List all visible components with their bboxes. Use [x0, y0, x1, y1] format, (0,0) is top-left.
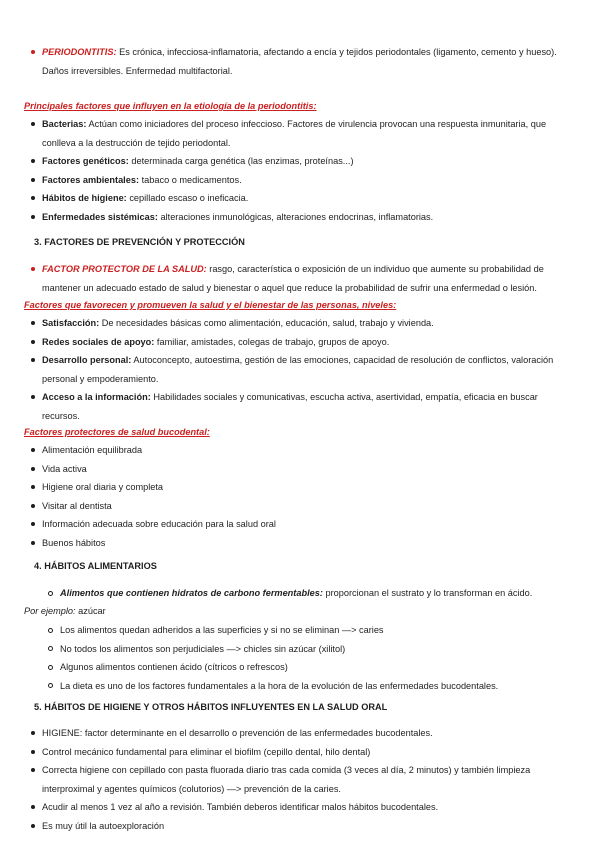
list-item: [28, 314, 576, 333]
section5-list: [28, 724, 576, 835]
item-term: Redes sociales de apoyo:: [42, 336, 155, 347]
list-item: Higiene oral diaria y completa: [28, 478, 576, 497]
section3-title: [28, 233, 576, 252]
etiologia-heading: [24, 97, 572, 116]
item-term: Factores genéticos:: [42, 156, 129, 166]
etiologia-list: [28, 115, 576, 226]
list-item: [28, 43, 576, 80]
alimentos-list: [28, 584, 576, 603]
list-item: Visitar al dentista: [28, 497, 576, 516]
list-item: [28, 388, 576, 425]
section5-title: [28, 698, 576, 717]
periodontitis-term: PERIODONTITIS:: [42, 47, 117, 57]
list-item: [28, 584, 576, 603]
section3-title-text: 3. FACTORES DE PREVENCIÓN Y PROTECCIÓN: [34, 237, 245, 247]
list-item: Correcta higiene con cepillado con pasta fluorada diario tras cada comida (3 veces al día, 2 minutos) y también limpieza interproximal y agentes químicos (colutorios) —> prevención de la caries.: [28, 761, 576, 798]
list-item: La dieta es uno de los factores fundamentales a la hora de la evolución de las enfermedades bucodentales.: [28, 677, 576, 696]
item-text: determinada carga genética (las enzimas, proteínas...): [131, 156, 354, 166]
list-item: [28, 351, 576, 388]
item-text: alteraciones inmunológicas, alteraciones endocrinas, inflamatorias.: [160, 211, 434, 222]
list-item: [28, 333, 576, 352]
ejemplo-label: Por ejemplo:: [24, 606, 76, 616]
list-item: Los alimentos quedan adheridos a las superficies y si no se eliminan —> caries: [28, 621, 576, 640]
item-text: Habilidades sociales y comunicativas, escucha activa, asertividad, empatía, eficacia en buscar recursos.: [42, 392, 538, 421]
protector-term: FACTOR PROTECTOR DE LA SALUD:: [42, 264, 207, 274]
etiologia-block: [28, 115, 576, 226]
etiologia-heading-text: Principales factores que influyen en la etiología de la periodontitis:: [24, 101, 317, 111]
periodontitis-block: [28, 43, 576, 80]
niveles-block: [28, 314, 576, 425]
item-text: De necesidades básicas como alimentación, educación, salud, trabajo y vivienda.: [101, 318, 434, 328]
list-item: HIGIENE: factor determinante en el desarrollo o prevención de las enfermedades bucodentales.: [28, 724, 576, 743]
item-term: Hábitos de higiene:: [42, 193, 127, 203]
item-text: Actúan como iniciadores del proceso infeccioso. Factores de virulencia provocan una respuesta inmunitaria, que conlleva a la destrucción de tejido periodontal.: [42, 119, 547, 148]
list-item: Alimentación equilibrada: [28, 441, 576, 460]
alimentos-term: Alimentos que contienen hidratos de carbono fermentables:: [60, 588, 323, 598]
bucodental-block: [28, 441, 576, 552]
list-item: No todos los alimentos son perjudiciales —> chicles sin azúcar (xilitol): [28, 640, 576, 659]
section5-title-text: 5. HÁBITOS DE HIGIENE Y OTROS HÁBITOS INFLUYENTES EN LA SALUD ORAL: [34, 702, 388, 712]
list-item: [28, 152, 576, 171]
list-item: Control mecánico fundamental para eliminar el biofilm (cepillo dental, hilo dental): [28, 743, 576, 762]
list-item: Vida activa: [28, 460, 576, 479]
bucodental-list: [28, 441, 576, 552]
alimentos-sub-list: [28, 621, 576, 695]
item-text: tabaco o medicamentos.: [141, 174, 242, 185]
protector-list: [28, 260, 576, 297]
item-term: Bacterias:: [42, 119, 87, 129]
item-term: Factores ambientales:: [42, 174, 140, 185]
item-term: Satisfacción:: [42, 318, 100, 328]
niveles-list: [28, 314, 576, 425]
item-text: Autoconcepto, autoestima, gestión de las emociones, capacidad de resolución de conflictos, valoración personal y empoderamiento.: [42, 355, 554, 384]
bucodental-heading-text: Factores protectores de salud bucodental:: [24, 427, 210, 437]
list-item: Acudir al menos 1 vez al año a revisión. También deberos identificar malos hábitos bucodentales.: [28, 798, 576, 817]
item-text: cepillado escaso o ineficacia.: [129, 193, 249, 203]
item-term: Desarrollo personal:: [42, 355, 132, 365]
list-item: Buenos hábitos: [28, 534, 576, 553]
item-text: familiar, amistades, colegas de trabajo, grupos de apoyo.: [156, 336, 390, 347]
section4-title: [28, 557, 576, 576]
alimentos-text: proporcionan el sustrato y lo transforman en ácido.: [325, 588, 533, 598]
protector-text: rasgo, característica o exposición de un individuo que aumente su probabilidad de mantener un adecuado estado de salud y bienestar o aquel que reduce la probabilidad de sufrir una enfermedad o lesión.: [42, 264, 544, 293]
alimentos-block: [28, 584, 576, 603]
periodontitis-list: [28, 43, 576, 80]
list-item: [28, 171, 576, 190]
item-term: Acceso a la información:: [42, 392, 151, 402]
section5-block: [28, 724, 576, 835]
ejemplo-value: azúcar: [78, 606, 106, 616]
favorecen-heading: [24, 296, 572, 315]
list-item: Algunos alimentos contienen ácido (cítricos o refrescos): [28, 658, 576, 677]
list-item: [28, 208, 576, 227]
item-term: Enfermedades sistémicas:: [42, 211, 158, 222]
alimentos-sub-block: [28, 621, 576, 695]
list-item: Información adecuada sobre educación para la salud oral: [28, 515, 576, 534]
bucodental-heading: [24, 423, 572, 442]
list-item: [28, 115, 576, 152]
ejemplo-line: [24, 602, 572, 621]
list-item: [28, 260, 576, 297]
protector-block: [28, 260, 576, 297]
list-item: Es muy útil la autoexploración: [28, 817, 576, 836]
favorecen-heading-text: Factores que favorecen y promueven la salud y el bienestar de las personas, niveles:: [24, 300, 397, 310]
section4-title-text: 4. HÁBITOS ALIMENTARIOS: [34, 561, 157, 571]
periodontitis-text: Es crónica, infecciosa-inflamatoria, afectando a encía y tejidos periodontales (ligamento, cemento y hueso). Daños irreversibles. Enfermedad multifactorial.: [42, 47, 557, 76]
list-item: [28, 189, 576, 208]
